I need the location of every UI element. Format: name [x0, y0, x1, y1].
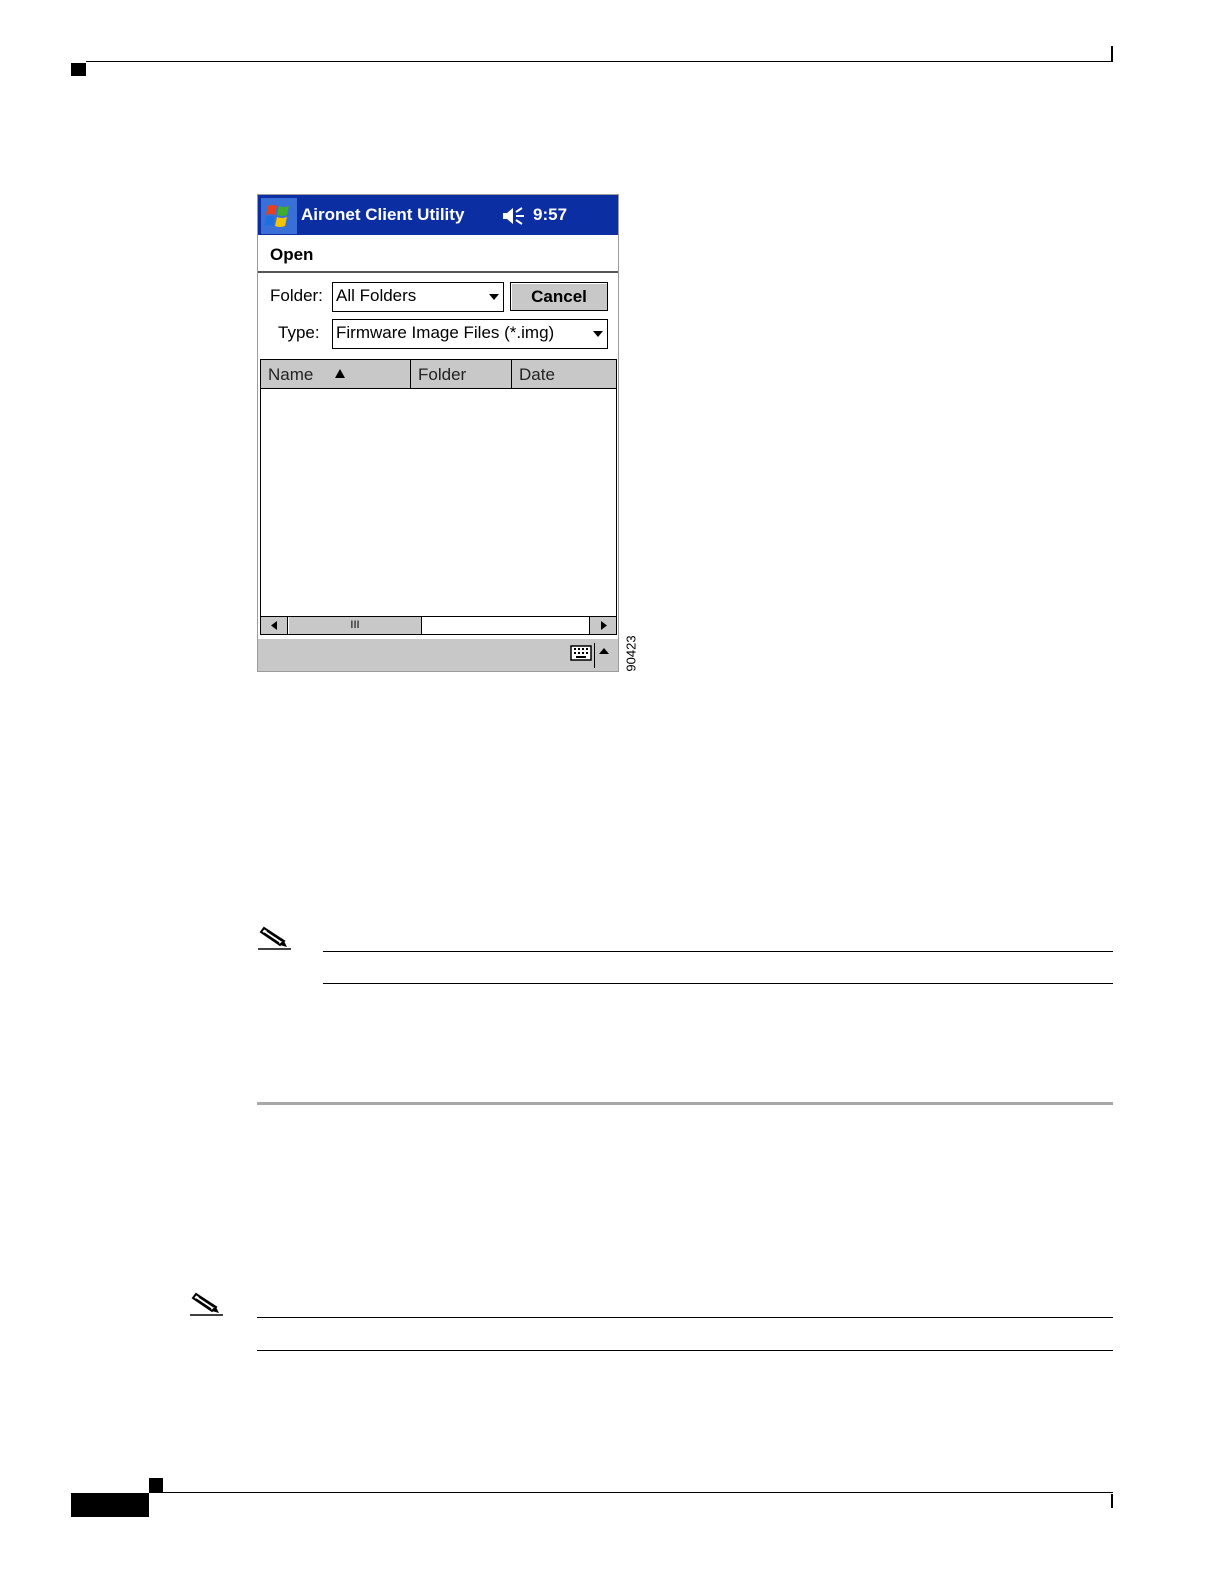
column-date-label: Date [519, 365, 555, 384]
folder-dropdown[interactable] [332, 282, 504, 312]
taskbar [258, 639, 618, 671]
section-rule [257, 1102, 1113, 1105]
header-marker [71, 63, 86, 76]
footer-marker [149, 1478, 163, 1492]
file-list[interactable] [260, 359, 617, 635]
column-header-date[interactable] [512, 360, 616, 389]
pda-screen [257, 194, 619, 672]
chevron-down-icon [489, 294, 499, 300]
header-rule [86, 61, 1113, 62]
column-name-label: Name [268, 365, 314, 384]
speaker-muted-icon[interactable] [502, 206, 528, 231]
pencil-note-icon-2 [190, 1291, 224, 1322]
type-value: Firmware Image Files (*.img) [336, 323, 555, 342]
scroll-thumb[interactable]: III [289, 617, 422, 634]
note2-bottom-rule [257, 1350, 1113, 1351]
column-header-name[interactable] [261, 360, 411, 389]
sort-ascending-icon [335, 369, 345, 378]
windows-start-icon[interactable] [261, 198, 297, 234]
header-tick [1111, 46, 1113, 61]
type-dropdown[interactable] [332, 319, 608, 349]
dialog-separator [258, 271, 618, 273]
column-folder-label: Folder [418, 365, 467, 384]
note-bottom-rule [323, 983, 1113, 984]
figure-number-text: 90423 [623, 635, 639, 672]
chevron-down-icon [593, 331, 603, 337]
folder-label: Folder: [270, 286, 323, 305]
dialog-title: Open [270, 245, 314, 264]
cancel-button[interactable]: Cancel [510, 282, 608, 311]
note2-top-rule [257, 1317, 1113, 1318]
pencil-note-icon [258, 925, 292, 956]
scroll-right-button[interactable] [589, 617, 616, 634]
column-header-folder[interactable] [411, 360, 512, 389]
type-label: Type: [278, 323, 320, 342]
app-title: Aironet Client Utility [301, 205, 465, 224]
taskbar-separator [594, 643, 595, 668]
keyboard-icon[interactable] [570, 644, 592, 667]
note-top-rule [323, 951, 1113, 952]
input-menu-up-icon[interactable] [599, 648, 609, 654]
footer-tick [1111, 1494, 1113, 1508]
folder-value: All Folders [336, 286, 417, 305]
figure-number [621, 630, 641, 674]
footer-page-block [71, 1493, 149, 1517]
scroll-left-button[interactable] [261, 617, 288, 634]
clock[interactable]: 9:57 [533, 205, 568, 224]
horizontal-scrollbar[interactable] [261, 616, 616, 634]
footer-rule [149, 1492, 1113, 1493]
title-bar [258, 195, 618, 235]
